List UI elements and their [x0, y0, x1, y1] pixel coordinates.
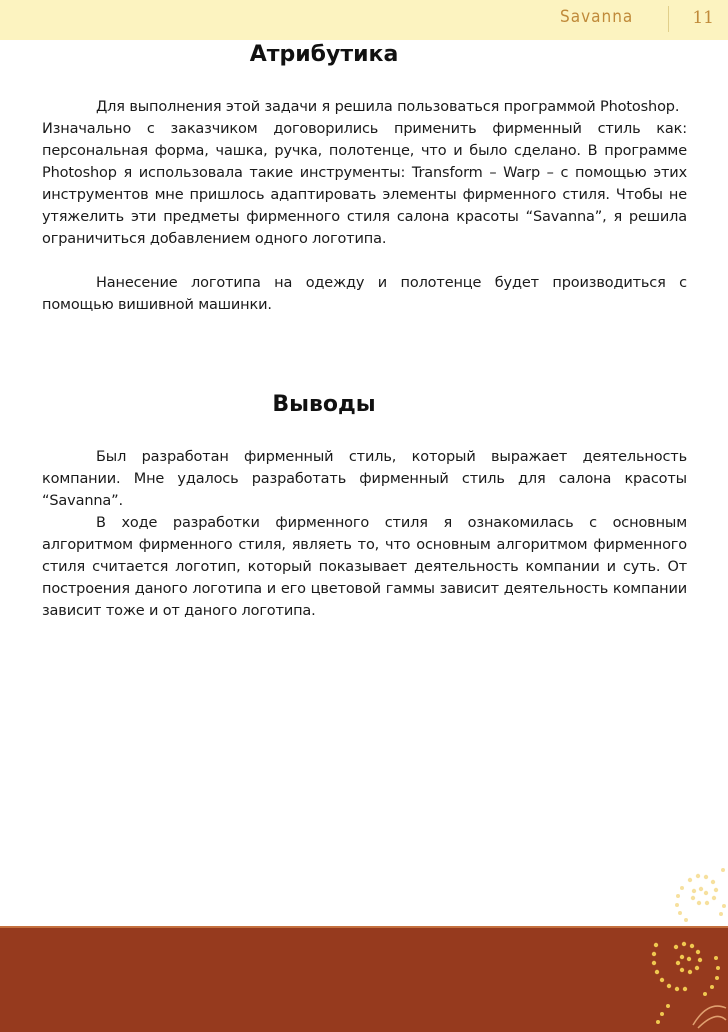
page-header: [0, 0, 728, 40]
dotted-ornament-graphic: [598, 850, 728, 1030]
attributes-body: [42, 96, 687, 316]
paragraph: Для выполнения этой задачи я решила пользоваться программой Photoshop.: [96, 99, 680, 115]
brand-name: Savanna: [560, 7, 634, 27]
conclusions-body: [42, 446, 687, 622]
paragraph: В ходе разработки фирменного стиля я ознакомилась с основным алгоритмом фирменного стиля, являеть то, что основным алгоритмом фирменного стиля считается логотип, который показывает деятельность компании и суть. От построения даного логотипа и его цветовой гаммы зависит деятельность компании зависит тоже и от даного логотипа.: [42, 515, 687, 619]
paragraph-gap: [42, 250, 687, 272]
page-number: 11: [692, 8, 714, 28]
section-title-conclusions: Выводы: [272, 392, 376, 417]
paragraph: Нанесение логотипа на одежду и полотенце будет производиться с помощью вишивной машинки.: [42, 275, 687, 313]
paragraph: Изначально с заказчиком договорились применить фирменный стиль как: персональная форма, чашка, ручка, полотенце, что и было сделано. В программе Photoshop я использовала такие инструменты: Transform – Warp – с помощью этих инструментов мне пришлось адаптировать элементы фирменного стиля. Чтобы не утяжелить эти предметы фирменного стиля салона красоты “Savanna”, я решила ограничиться добавлением одного логотипа.: [42, 121, 687, 247]
section-title-attributes: Атрибутика: [249, 42, 399, 67]
paragraph: Был разработан фирменный стиль, который выражает деятельность компании. Мне удалось разработать фирменный стиль для салона красоты “Savanna”.: [42, 449, 687, 509]
header-divider: [668, 6, 669, 32]
